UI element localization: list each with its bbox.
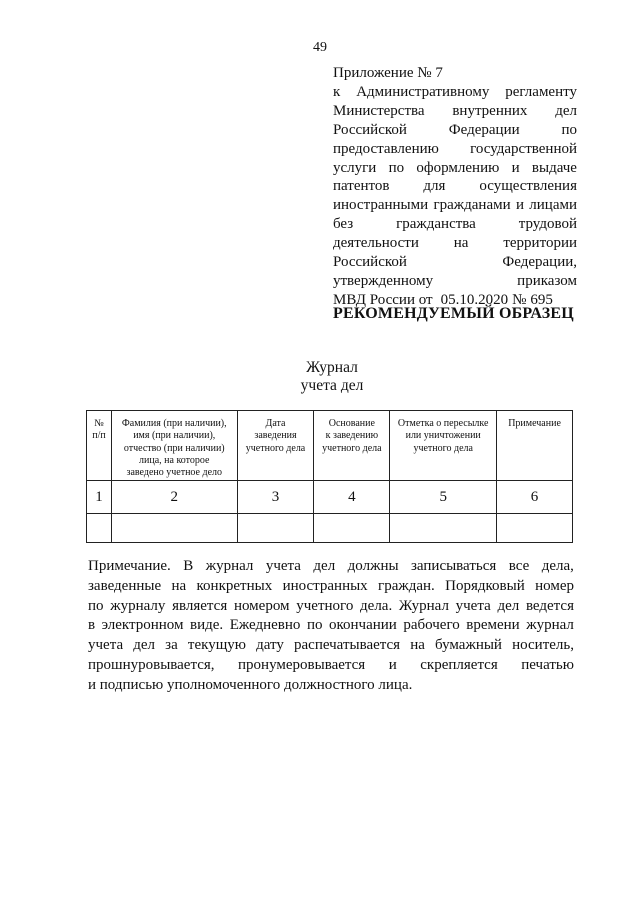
note-word: электронном — [101, 617, 184, 634]
column-header — [87, 411, 112, 481]
note-word: и подписью уполномоченного должностного лица. — [88, 676, 413, 693]
appendix-word: на — [453, 235, 469, 252]
note-word: журнал — [205, 558, 254, 574]
note-word: виде. — [190, 617, 224, 634]
appendix-word: к — [333, 83, 341, 100]
note-word: окончании — [328, 617, 397, 634]
appendix-word: Приложение № 7 — [333, 65, 443, 81]
note-word: за — [165, 637, 178, 654]
note-word: по — [88, 597, 104, 614]
column-header — [390, 411, 497, 481]
note-line — [88, 616, 574, 636]
note-word: дел — [313, 558, 336, 574]
column-number-cell: 5 — [390, 481, 497, 514]
appendix-word: по — [561, 121, 577, 138]
note-word: журналу — [110, 597, 166, 614]
appendix-word: лицами — [529, 197, 577, 214]
column-header-line: Примечание — [508, 418, 561, 429]
note-word: журнал — [526, 617, 574, 634]
empty-cell — [497, 514, 573, 543]
column-number-cell: 3 — [237, 481, 314, 514]
note-word: заведенные — [88, 577, 162, 594]
empty-cell — [237, 514, 314, 543]
appendix-line — [333, 234, 577, 253]
appendix-word: и — [515, 197, 524, 214]
appendix-line — [333, 64, 577, 83]
appendix-word: услуги — [333, 159, 377, 176]
note-line — [88, 597, 574, 617]
note-line — [88, 676, 574, 696]
order-number-label: № — [512, 291, 527, 308]
appendix-line — [333, 159, 577, 178]
note-word: печатью — [521, 656, 574, 673]
note-word: ведется — [525, 597, 574, 614]
recommended-sample-title: РЕКОМЕНДУЕМЫЙ ОБРАЗЕЦ — [333, 305, 574, 322]
note-word: носитель, — [512, 637, 574, 654]
empty-cell — [87, 514, 112, 543]
appendix-word: предоставлению — [333, 140, 439, 157]
column-header — [314, 411, 390, 481]
appendix-word: без — [333, 216, 354, 233]
note-word: Ежедневно — [229, 617, 301, 634]
note-word: В — [183, 558, 194, 574]
appendix-word: деятельности — [333, 235, 419, 252]
journal-title-line1: Журнал — [306, 359, 358, 376]
appendix-word: по — [388, 159, 405, 176]
column-header-line: имя (при наличии), — [133, 430, 216, 442]
note-word: учетного — [296, 597, 354, 614]
order-date: 05.10.2020 — [440, 291, 509, 308]
note-word: бумажный — [435, 637, 502, 654]
appendix-word: оформлению — [416, 159, 500, 176]
column-header-line: № — [94, 418, 104, 429]
appendix-block — [333, 64, 577, 310]
appendix-word: регламенту — [505, 83, 577, 100]
appendix-line — [333, 140, 577, 159]
appendix-line — [333, 272, 577, 291]
appendix-word: для — [423, 178, 446, 195]
page-number: 49 — [313, 40, 327, 55]
appendix-word: Российской — [333, 121, 407, 138]
note-word: записываться — [411, 558, 497, 574]
note-word: прошнуровывается, — [88, 656, 215, 673]
note-line — [88, 656, 574, 676]
note-word: дату — [256, 637, 284, 654]
appendix-word: патентов — [333, 178, 390, 195]
note-word: скрепляется — [420, 656, 498, 673]
journal-title-line2: учета дел — [300, 377, 364, 394]
note-word: рабочего — [403, 617, 460, 634]
note-line — [88, 557, 574, 577]
note-word: должны — [347, 558, 399, 574]
appendix-word: осуществления — [479, 178, 577, 195]
table-column-numbers-row — [87, 481, 573, 514]
note-word: Порядковый — [445, 577, 525, 594]
empty-cell — [314, 514, 390, 543]
column-header — [111, 411, 237, 481]
appendix-word: Российской — [333, 254, 407, 271]
appendix-word: Федерации, — [502, 254, 577, 271]
note-word: номер — [535, 577, 574, 594]
appendix-word: дел — [555, 102, 577, 119]
journal-title — [0, 359, 640, 395]
appendix-word: государственной — [470, 140, 577, 157]
column-number-cell: 6 — [497, 481, 573, 514]
note-word: дела, — [541, 558, 574, 574]
table-empty-row — [87, 514, 573, 543]
appendix-word: утвержденному — [333, 272, 434, 289]
note-line — [88, 577, 574, 597]
appendix-line — [333, 102, 577, 121]
appendix-word: территории — [503, 235, 577, 252]
appendix-word: выдаче — [531, 159, 577, 176]
note-word: является — [172, 597, 228, 614]
note-word: текущую — [187, 637, 246, 654]
column-header-line: к заведению — [325, 430, 379, 442]
note-word: на — [410, 637, 425, 654]
column-header — [497, 411, 573, 481]
appendix-word: Министерства — [333, 102, 425, 119]
note-word: Примечание. — [88, 558, 171, 574]
note-word: учета — [455, 597, 491, 614]
column-header-line: или уничтожении — [405, 430, 481, 442]
appendix-line — [333, 83, 577, 102]
order-issuer: МВД России от — [333, 291, 433, 308]
note-word: распечатывается — [294, 637, 401, 654]
note-word: граждан. — [378, 577, 435, 594]
column-header-line: Основание — [328, 418, 375, 429]
appendix-line — [333, 196, 577, 215]
column-header-line: заведено учетное дело — [126, 467, 223, 479]
note-word: номером — [233, 597, 290, 614]
table-header-row — [87, 411, 573, 481]
note-word: и — [388, 656, 397, 673]
column-header-line: п/п — [92, 430, 106, 442]
note-paragraph — [88, 557, 574, 696]
column-header-line: заведения — [254, 430, 297, 442]
note-word: учета — [88, 637, 124, 654]
column-header-line: учетного дела — [322, 442, 382, 454]
empty-cell — [390, 514, 497, 543]
note-word: иностранных — [282, 577, 368, 594]
note-word: по — [306, 617, 323, 634]
column-header-line: Отметка о пересылке — [397, 418, 489, 429]
note-word: Журнал — [398, 597, 449, 614]
column-number-cell: 1 — [87, 481, 112, 514]
note-word: конкретных — [196, 577, 273, 594]
appendix-line — [333, 215, 577, 234]
appendix-line — [333, 253, 577, 272]
note-word: на — [171, 577, 187, 594]
column-number-cell: 4 — [314, 481, 390, 514]
appendix-word: Административному — [356, 83, 490, 100]
empty-cell — [111, 514, 237, 543]
note-word: дела. — [360, 597, 393, 614]
appendix-lines — [333, 64, 577, 291]
column-header-line: отчество (при наличии) — [123, 442, 225, 454]
journal-table — [86, 410, 573, 543]
note-word: учета — [265, 558, 301, 574]
note-line — [88, 636, 574, 656]
note-word: в — [88, 617, 96, 634]
note-word: все — [508, 558, 530, 574]
column-number-cell: 2 — [111, 481, 237, 514]
appendix-word: и — [511, 159, 520, 176]
appendix-line — [333, 121, 577, 140]
appendix-word: гражданства — [396, 216, 476, 233]
appendix-word: Федерации — [448, 121, 520, 138]
column-header-line: Дата — [265, 418, 286, 429]
column-header-line: Фамилия (при наличии), — [121, 418, 227, 429]
appendix-word: трудовой — [518, 216, 577, 233]
column-header-line: учетного дела — [413, 442, 473, 454]
appendix-word: гражданами — [433, 197, 511, 214]
column-header-line: лица, на которое — [139, 454, 210, 466]
column-header-line: учетного дела — [245, 442, 306, 454]
appendix-word: приказом — [517, 272, 577, 289]
appendix-word: иностранными — [333, 197, 429, 214]
note-word: дел — [497, 597, 520, 614]
note-word: времени — [466, 617, 520, 634]
column-header — [237, 411, 314, 481]
appendix-line — [333, 177, 577, 196]
order-number: 695 — [530, 291, 553, 308]
note-word: пронумеровывается — [238, 656, 366, 673]
note-word: дел — [133, 637, 156, 654]
appendix-word: внутренних — [452, 102, 528, 119]
